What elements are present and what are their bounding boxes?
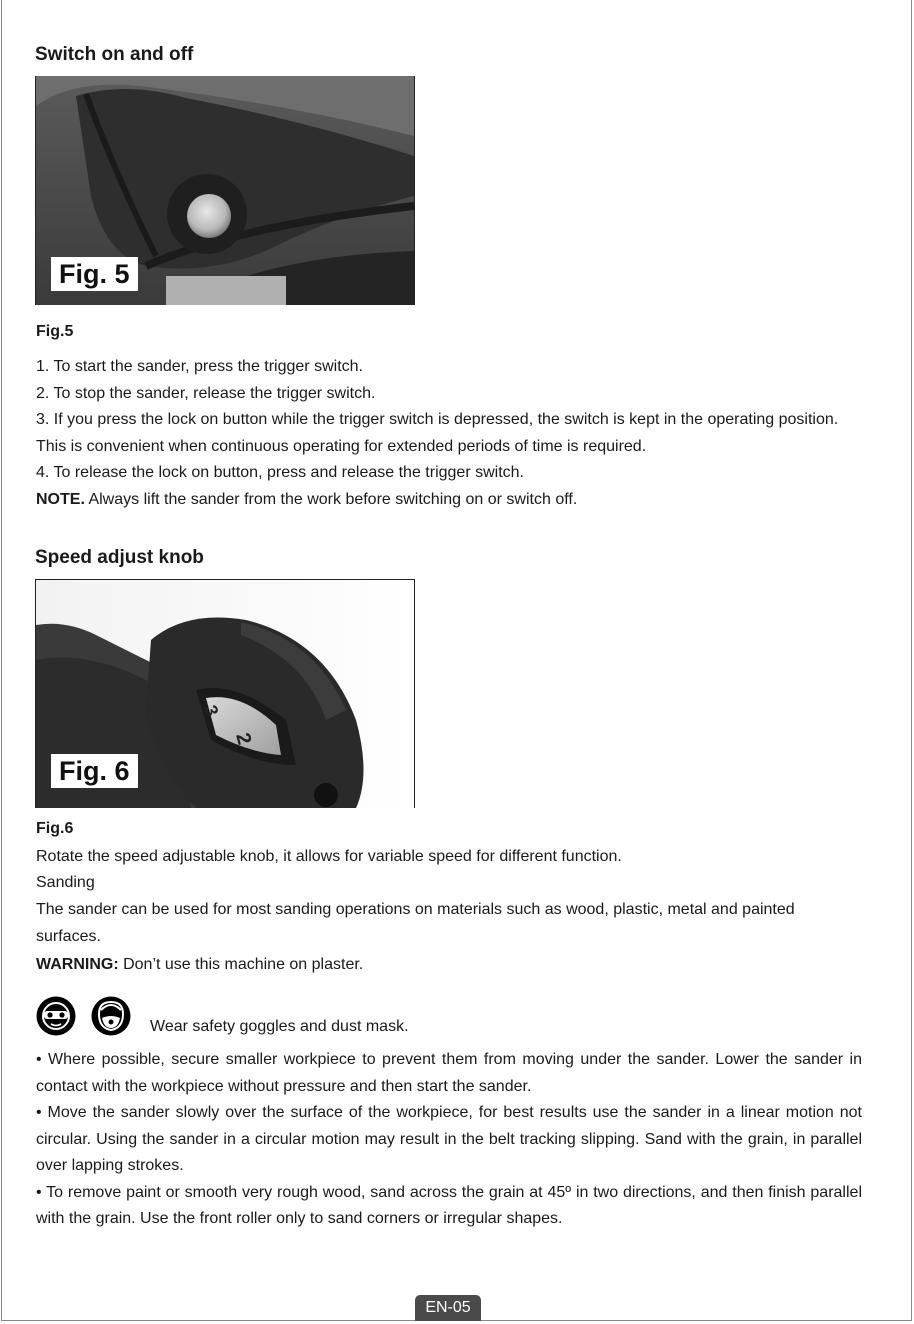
warning-label: WARNING: — [36, 956, 119, 973]
list-item: • To remove paint or smooth very rough wood, sand across the grain at 45º in two directions, and then finish parallel with the grain. Use the front roller only to sand corners or irregular shapes. — [36, 1183, 862, 1227]
heading-switch: Switch on and off — [35, 44, 194, 65]
sanding-bullets — [36, 1047, 862, 1233]
list-item: • Move the sander slowly over the surface of the workpiece, for best results use the sander in a linear motion not circular. Using the sander in a circular motion may result in the belt tracking slipping. Sand with the grain, in parallel over lapping strokes. — [36, 1104, 862, 1174]
heading-speed: Speed adjust knob — [35, 547, 204, 568]
figure-6-label: Fig. 6 — [51, 754, 138, 788]
note-line — [36, 487, 862, 514]
switch-steps-list — [36, 354, 862, 513]
safety-icons — [36, 996, 131, 1036]
list-item: 2. To stop the sander, release the trigger switch. — [36, 384, 376, 402]
dust-mask-icon — [91, 996, 131, 1036]
figure-6 — [35, 579, 415, 808]
figure-5-label: Fig. 5 — [51, 257, 138, 291]
figure-5-caption: Fig.5 — [36, 323, 74, 340]
safety-goggles-icon — [36, 996, 76, 1036]
dial-number-3: 3 — [200, 702, 223, 719]
warning-text: Don’t use this machine on plaster. — [118, 956, 364, 973]
sanding-description: The sander can be used for most sanding operations on materials such as wood, plastic, metal and painted surfaces. — [36, 901, 795, 945]
figure-5 — [35, 76, 415, 305]
page-number-badge: EN-05 — [415, 1295, 481, 1321]
warning-line — [36, 952, 862, 979]
list-item: 1. To start the sander, press the trigger switch. — [36, 358, 363, 375]
list-item: 3. If you press the lock on button while the trigger switch is depressed, the switch is kept in the operating position. This is convenient when continuous operating for extended periods of time is required. — [36, 411, 839, 455]
safety-text: Wear safety goggles and dust mask. — [150, 1018, 409, 1035]
figure-6-caption: Fig.6 — [36, 820, 74, 837]
dial-number-2: 2 — [231, 730, 256, 748]
speed-instruction: Rotate the speed adjustable knob, it allows for variable speed for different function. — [36, 848, 622, 865]
list-item: 4. To release the lock on button, press and release the trigger switch. — [36, 464, 524, 481]
note-label: NOTE. — [36, 490, 85, 508]
note-text: Always lift the sander from the work before switching on or switch off. — [84, 490, 578, 508]
list-item: • Where possible, secure smaller workpiece to prevent them from moving under the sander. Lower the sander in contact with the workpiece without pressure and then start the sander. — [36, 1051, 862, 1095]
sanding-subheading: Sanding — [36, 874, 95, 891]
